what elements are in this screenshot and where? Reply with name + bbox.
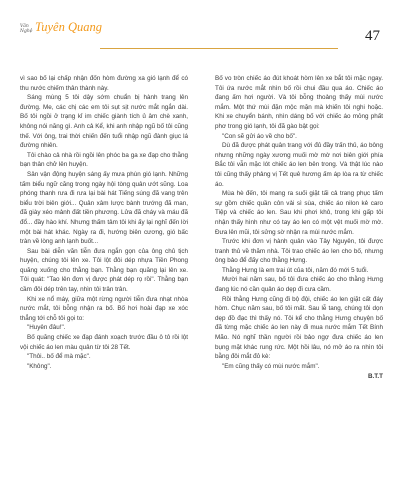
paragraph: Sân vận động huyện sáng ấy mưa phùn gió lạnh. Những tấm biểu ngữ căng trong ngày hội tòng quân ướt sũng. Loa phóng thanh rưa đi rưa lại bài hát Tiếng súng đã vang trên biểu trời biên giới... Quân xâm lược bành trướng đã man, đã giày xéo mảnh đất tiền phương. Lửa đã cháy và máu đã đổ... đầy hào khí. Nhưng thấm tâm tôi khi ấy lại nghĩ đến lời một bài hát khác. Ngày ra đi, hướng biên cương, gió bấc tràn về lòng anh lạnh buốt... — [20, 170, 188, 246]
paragraph: Rồi thằng Hưng cũng đi bộ đội, chiếc áo len giặt cất đáy hòm. Chục năm sau, bố tôi mất. Sau lễ tang, chúng tôi dọn dẹp đồ đạc thì thấy nó. Tôi kể cho thằng Hưng chuyện bố đã từng mặc chiếc áo len này đi mua nước mắm Tết Bính Mão. Nó nghĩ thần người rồi bảo ngợ đưa chiếc áo len bụng mặt khác rung rức. Một hồi lâu, nó mở áo ra nhìn tôi bằng đôi mắt đỏ kè: — [215, 295, 383, 361]
paragraph: "Không". — [27, 362, 52, 370]
paragraph: Dù đã được phát quân trang với đủ đầy trấn thủ, áo bông nhưng những ngày xương muối mờ mờ nơi biên giới phía Bắc tôi vẫn mặc lót chiếc áo len bên trong. Và thật lúc nào tôi cũng thấy phảng vị Tết quê hương ấm áp lòa ra từ chiếc áo. — [215, 142, 383, 188]
author-signature: B.T.T — [367, 373, 383, 381]
page-header — [0, 0, 402, 52]
paragraph: Trước khi đơn vị hành quân vào Tây Nguyên, tôi được tranh thủ về thăm nhà. Tôi trao chiếc áo len cho bố, nhưng ông bảo để đấy cho thằng Hưng. — [215, 238, 383, 265]
paragraph: Tôi chào cả nhà rồi ngồi lên phóc ba ga xe đạp cho thằng bạn thân chở lên huyện. — [20, 151, 188, 169]
logo-word-van: Văn — [20, 24, 29, 29]
paragraph: vì sao bố lại chấp nhận đốn hòm đường xa gió lạnh để có thu nước chiếm thân thành này. — [20, 75, 188, 92]
page-number: 47 — [365, 28, 380, 44]
paragraph: Mùa hè đến, tôi mang ra suối giặt tấi cả trang phục tấm sự gồm chiếc quần côn vải sì sùa, chiếc áo nilon kẻ caro Tiệp và chiếc áo len. Sau khi phơi khô, trong khi gấp tôi nhận thấy hình như có tay áo len có một vệt muối mờ mờ. Đưa lên mũi, tôi sửng sờ nhận ra mùi nước mắm. — [215, 190, 383, 236]
paragraph: Sáng mùng 5 tôi dậy sớm chuẩn bị hành trang lên đường. Me, các chị các em tôi sụt sịt nước mắt ngắn dài. Bố tôi ngồi ở trạng kỉ im chiếc giành tích ủ âm chè xanh, không nói năng gì. Anh cả Kể, khi anh nhập ngũ bố tôi cũng thế. Với ông, trai thời chiến đến tuổi nhập ngũ đành giục lá đường nhiên. — [20, 94, 188, 150]
paragraph: Bố vo tròn chiếc áo đút khoát hòm lên xe bắt tôi mặc ngay. Tôi ứa nước mắt nhìn bố rồi chui đầu qua áo. Chiếc áo đang ấm hơi người. Và tôi bỗng thoảng thấy mùi nước mắm. Một thứ mùi đặn mộc mặn mà khiến tôi nghi hoặc. Khi xe chuyển bánh, nhìn dáng bố với chiếc áo mỏng phất phơ trong gió lạnh, tôi đã gào bật gọi: — [215, 75, 383, 130]
paragraph: Khi xe nổ máy, giữa một rừng người tiễn đưa nhạt nhòa nước mắt, tôi bỗng nhận ra bố. Bố hơi hoài đạp xe xóc thẳng tới chỗ tôi gọi to: — [20, 295, 188, 322]
logo-small-text — [20, 24, 32, 34]
paragraph: "Thôi.. bố để mà mặc". — [27, 353, 91, 361]
article-column-left — [20, 74, 188, 371]
paragraph: Bố quăng chiếc xe đạp đánh xoạch trước đầu ô tô rồi lột vội chiếc áo len màu quân từ tôi 28 Tết. — [20, 334, 188, 351]
article-column-right — [215, 74, 383, 382]
paragraph: "Con sẽ gửi áo về cho bố". — [222, 132, 297, 140]
paragraph: Thằng Hưng là em trai út của tôi, năm đó mới 5 tuổi. — [222, 266, 369, 274]
paragraph: Mười hai năm sau, bố tôi đưa chiếc áo cho thằng Hưng đang lúc nó cần quân áo dẹp đi cưa cầm. — [215, 276, 383, 294]
header-rule — [100, 48, 338, 49]
paragraph: Sau bài diễn văn tiễn đưa ngắn gọn của ông chủ tịch huyện, chúng tôi lên xe. Tôi lột đôi dép nhựa Tiền Phong quăng xuống cho thằng bạn. Thằng bạn quăng lại lên xe. Tôi quát: "Tao lên đơn vị được phát dép rọ rồi". Thằng bạn cầm đôi dép trên tay, nhìn tôi trân trân. — [20, 247, 188, 294]
paragraph: "Huyên đâu!". — [27, 324, 66, 332]
paragraph: "Em cũng thấy có mùi nước mắm". — [222, 362, 320, 370]
logo-word-nghe: Nghệ — [20, 29, 33, 34]
logo-title: Tuyên Quang — [35, 20, 103, 34]
